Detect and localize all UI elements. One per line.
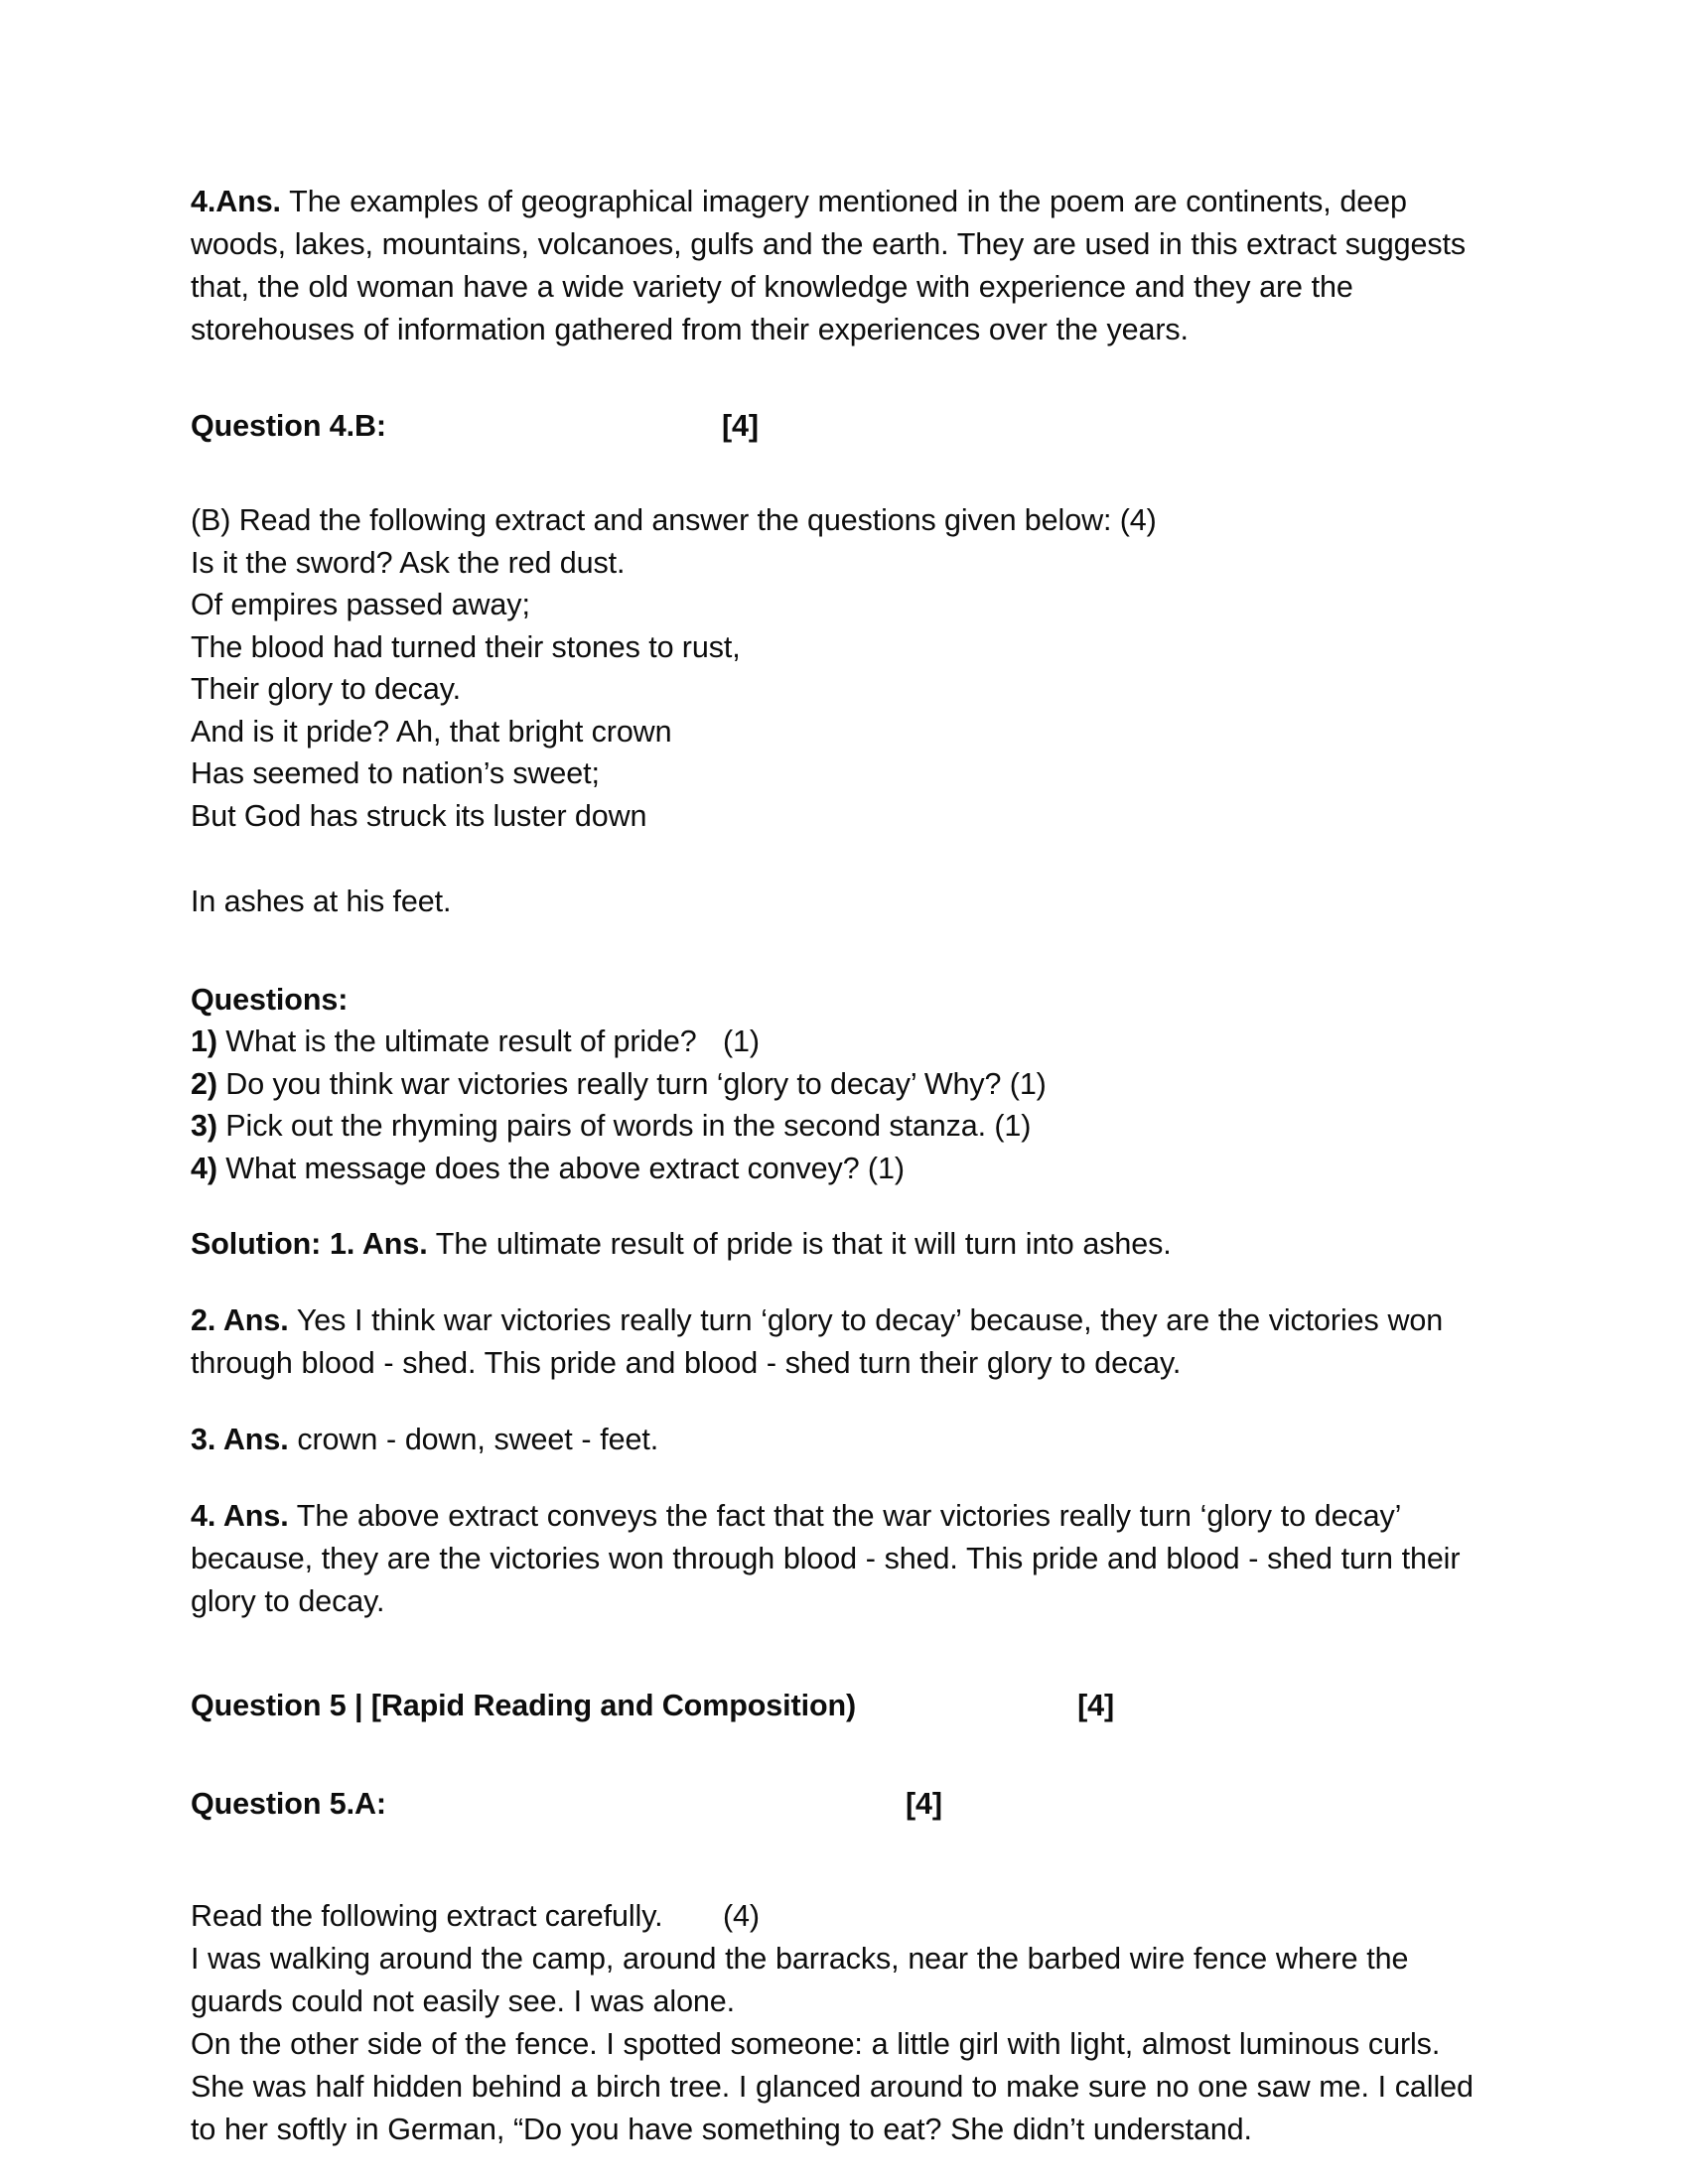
extract-line: But God has struck its luster down bbox=[191, 798, 647, 833]
solution-text: Yes I think war victories really turn ‘glory to decay’ because, they are the victories won through blood - shed. This pride and blood - shed turn their glory to decay. bbox=[191, 1303, 1444, 1380]
solution-label: 2. Ans. bbox=[191, 1303, 289, 1337]
extract-line: Is it the sword? Ask the red dust. bbox=[191, 545, 626, 580]
extract-line: And is it pride? Ah, that bright crown bbox=[191, 714, 672, 749]
extract-last-line: In ashes at his feet. bbox=[191, 885, 452, 918]
extract-line: The blood had turned their stones to rust, bbox=[191, 629, 741, 664]
solution-item bbox=[191, 1223, 1491, 1266]
question-item-text: Pick out the rhyming pairs of words in the second stanza. (1) bbox=[216, 1109, 1032, 1143]
solution-label: 3. Ans. bbox=[191, 1423, 289, 1456]
page-content bbox=[191, 181, 1491, 2151]
question-item-text: Do you think war victories really turn ‘glory to decay’ Why? (1) bbox=[216, 1066, 1047, 1101]
extract-line: Of empires passed away; bbox=[191, 588, 530, 621]
question-5a-instruction: Read the following extract carefully. (4) bbox=[191, 1899, 760, 1933]
question-item bbox=[191, 1105, 1491, 1148]
question-4b-heading-row bbox=[191, 405, 1491, 448]
question-item-text: What is the ultimate result of pride? (1) bbox=[216, 1024, 760, 1058]
solution-label: 4. Ans. bbox=[191, 1499, 289, 1533]
question-4b-instruction: (B) Read the following extract and answer the questions given below: (4) bbox=[191, 503, 1157, 537]
solution-item bbox=[191, 1495, 1491, 1623]
solution-text: The ultimate result of pride is that it will turn into ashes. bbox=[427, 1227, 1172, 1261]
solution-text: crown - down, sweet - feet. bbox=[288, 1423, 659, 1456]
questions-heading: Questions: bbox=[191, 982, 349, 1017]
question-5a-heading-row bbox=[191, 1783, 1491, 1826]
solution-item bbox=[191, 1299, 1491, 1385]
question-5-heading-row bbox=[191, 1685, 1491, 1727]
question-item-number: 3) bbox=[191, 1109, 217, 1143]
question-item-text: What message does the above extract convey? (1) bbox=[216, 1151, 905, 1185]
question-item bbox=[191, 1063, 1491, 1106]
solution-text: The above extract conveys the fact that the war victories really turn ‘glory to decay’ because, they are the victories won through blood - shed. This pride and blood - shed turn their glory to decay. bbox=[191, 1499, 1461, 1618]
question-item bbox=[191, 1021, 1491, 1063]
question-item-number: 2) bbox=[191, 1066, 217, 1101]
extract-line: Their glory to decay. bbox=[191, 672, 461, 706]
question-5-marks: [4] bbox=[1077, 1689, 1115, 1722]
answer-4-text: The examples of geographical imagery mentioned in the poem are continents, deep woods, lakes, mountains, volcanoes, gulfs and the earth. They are used in this extract suggests that, the old woman have a wide variety of knowledge with experience and they are the storehouses of information gathered from their experiences over the years. bbox=[191, 185, 1467, 346]
question-5-heading: Question 5 | [Rapid Reading and Composition) bbox=[191, 1689, 857, 1722]
question-item-number: 1) bbox=[191, 1024, 217, 1058]
question-5a-heading: Question 5.A: bbox=[191, 1787, 386, 1821]
solution-label: Solution: 1. Ans. bbox=[191, 1227, 428, 1261]
question-4b-heading: Question 4.B: bbox=[191, 409, 386, 443]
extract-line: Has seemed to nation’s sweet; bbox=[191, 756, 600, 790]
answer-4-label: 4.Ans. bbox=[191, 185, 281, 218]
passage-paragraph: I was walking around the camp, around the barracks, near the barbed wire fence where the guards could not easily see. I was alone. bbox=[191, 1941, 1409, 2018]
question-item-number: 4) bbox=[191, 1151, 217, 1185]
passage-paragraph: On the other side of the fence. I spotted someone: a little girl with light, almost luminous curls. She was half hidden behind a birch tree. I glanced around to make sure no one saw me. I called to her softly in German, “Do you have something to eat? She didn’t understand. bbox=[191, 2026, 1474, 2146]
question-4b-marks: [4] bbox=[721, 409, 759, 443]
answer-4-paragraph bbox=[191, 181, 1491, 351]
question-5a-marks: [4] bbox=[905, 1787, 942, 1821]
question-item bbox=[191, 1148, 1491, 1190]
solution-item bbox=[191, 1419, 1491, 1461]
